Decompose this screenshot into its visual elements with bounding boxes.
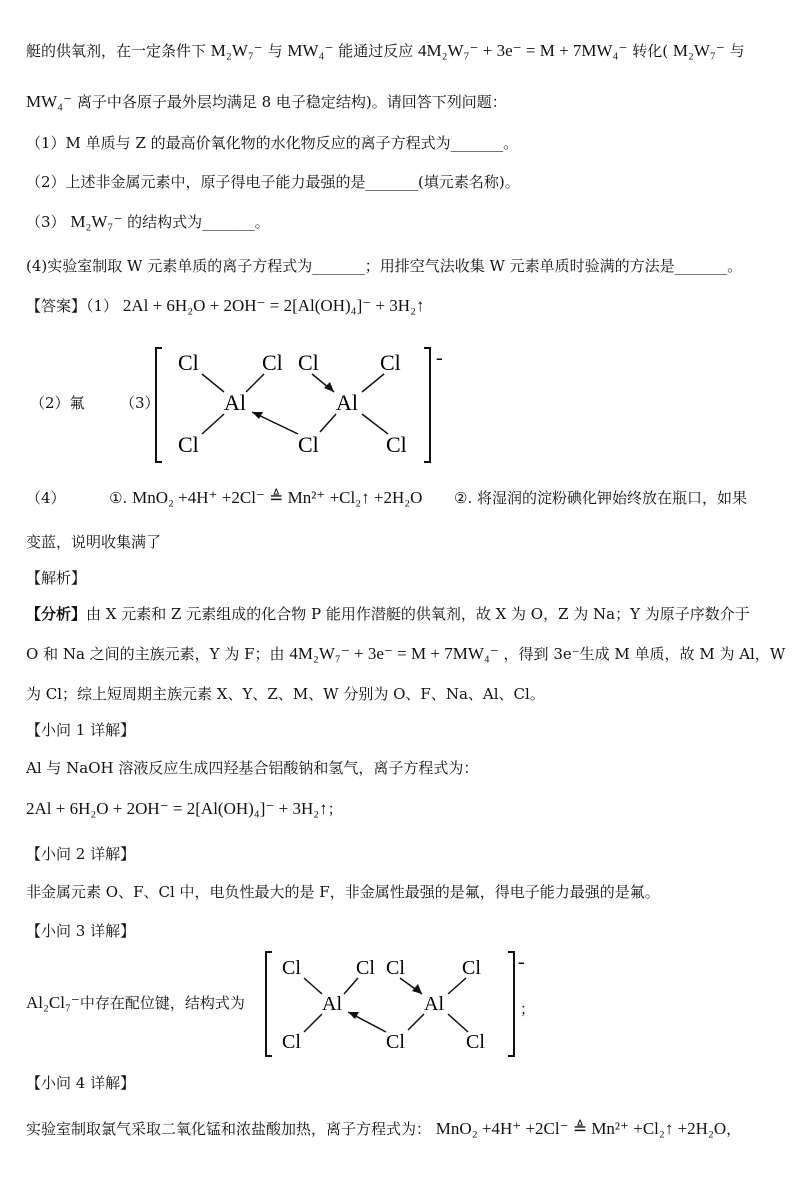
detail-charge-label: - [518, 951, 525, 973]
analysis-label: 【解析】 [26, 569, 87, 587]
detail-atom-cl-4: Cl [462, 957, 481, 979]
answer-4-item-2: ②. [454, 489, 473, 507]
section-1-equation: 2Al + 6H₂O + 2OH⁻ = 2[Al(OH)₄]⁻ + 3H₂↑ [26, 799, 328, 818]
section-4-heading: 【小问 4 详解】 [26, 1074, 136, 1092]
intro-text-c: 能通过反应 [338, 42, 414, 60]
fenxi-line-2 [26, 643, 786, 665]
detail-atom-al-2: Al [424, 993, 444, 1015]
detail-atom-cl-1: Cl [282, 957, 301, 979]
al2cl7-structure-answer [152, 340, 452, 470]
intro-line-2 [26, 91, 780, 113]
section-4-end: ， [726, 1120, 742, 1138]
atom-cl-6: Cl [298, 432, 319, 457]
detail-atom-cl-5: Cl [282, 1031, 301, 1053]
answer-line-1 [26, 295, 780, 317]
charge-label: - [436, 347, 443, 369]
atom-al-1: Al [224, 390, 246, 415]
question-4: (4)实验室制取 W 元素单质的离子方程式为_______；用排空气法收集 W 元素单质时验满的方法是_______。 [26, 257, 743, 275]
answer-4-equation: MnO₂ +4H⁺ +2Cl⁻ ≜ Mn²⁺ +Cl₂↑ +2H₂O [132, 488, 423, 507]
fenxi-text-a: 由 X 元素和 Z 元素组成的化合物 P 能用作潜艇的供氧剂，故 X 为 O，Z 为 Na；Y 为原子序数介于 [86, 605, 750, 623]
intro-text-2: 离子中各原子最外层均满足 8 电子稳定结构)。请回答下列问题： [76, 93, 507, 111]
formula-m2w7-2: M₂W₇⁻ [672, 41, 725, 60]
section-3-text [26, 992, 266, 1014]
detail-atom-cl-2: Cl [356, 957, 375, 979]
section-4-line [26, 1118, 780, 1140]
section-3-end: ； [520, 1000, 536, 1018]
q3-number: （3） [26, 213, 66, 231]
question-3 [26, 211, 780, 233]
detail-atom-cl-7: Cl [466, 1031, 485, 1053]
answer-4-text-a: 将湿润的淀粉碘化钾始终放在瓶口，如果 [477, 489, 748, 507]
atom-cl-7: Cl [386, 432, 407, 457]
intro-line-1 [26, 40, 780, 62]
al2cl7-structure-detail [262, 946, 562, 1064]
detail-atom-al-1: Al [322, 993, 342, 1015]
detail-atom-cl-3: Cl [386, 957, 405, 979]
section-1-heading: 【小问 1 详解】 [26, 721, 136, 739]
answer-label: 【答案】 [26, 297, 87, 315]
section-3-heading: 【小问 3 详解】 [26, 922, 136, 940]
formula-m2w7: M₂W₇⁻ [210, 41, 263, 60]
formula-mw4: MW₄⁻ [287, 41, 334, 60]
reaction-equation: 4M₂W₇⁻ + 3e⁻ = M + 7MW₄⁻ [418, 41, 628, 60]
section-1-text: Al 与 NaOH 溶液反应生成四羟基合铝酸钠和氢气，离子方程式为： [26, 759, 479, 777]
atom-cl-4: Cl [380, 350, 401, 375]
section-4-equation: MnO₂ +4H⁺ +2Cl⁻ ≜ Mn²⁺ +Cl₂↑ +2H₂O [435, 1119, 727, 1138]
intro-text-b: 与 [267, 42, 283, 60]
answer-2: （2）氟 [30, 394, 85, 412]
answer-4-line [26, 487, 780, 509]
answer-1-equation: 2Al + 6H₂O + 2OH⁻ = 2[Al(OH)₄]⁻ + 3H₂↑ [122, 296, 425, 315]
section-3-formula: Al₂Cl₇⁻ [26, 993, 80, 1012]
section-4-text: 实验室制取氯气采取二氧化锰和浓盐酸加热，离子方程式为： [26, 1120, 432, 1138]
answer-1-number: （1） [86, 297, 119, 315]
intro-text-d: 转化( [632, 42, 669, 60]
atom-cl-1: Cl [178, 350, 199, 375]
answer-3-number: （3） [120, 394, 160, 412]
atom-cl-2: Cl [262, 350, 283, 375]
formula-mw4-2: MW₄⁻ [26, 92, 73, 111]
fenxi-text-b2: ，得到 3e⁻生成 M 单质，故 M 为 Al，W [503, 645, 786, 663]
fenxi-line-3: 为 Cl；综上短周期主族元素 X、Y、Z、M、W 分别为 O、F、Na、Al、Cl。 [26, 685, 545, 703]
fenxi-line-1 [26, 603, 780, 625]
answer-4-item-1: ①. [109, 489, 128, 507]
atom-cl-5: Cl [178, 432, 199, 457]
fenxi-text-b1: O 和 Na 之间的主族元素，Y 为 F；由 [26, 645, 285, 663]
section-2-text: 非金属元素 O、F、Cl 中，电负性最大的是 F，非金属性最强的是氟，得电子能力最强的是氟。 [26, 883, 660, 901]
atom-al-2: Al [336, 390, 358, 415]
section-1-equation-line [26, 798, 780, 820]
fenxi-label: 【分析】 [26, 605, 87, 623]
atom-cl-3: Cl [298, 350, 319, 375]
section-2-heading: 【小问 2 详解】 [26, 845, 136, 863]
q3-text: 的结构式为_______。 [127, 213, 270, 231]
intro-text-a: 艇的供氧剂，在一定条件下 [26, 42, 207, 60]
section-1-end: ； [327, 800, 343, 818]
answer-4-text-b: 变蓝，说明收集满了 [26, 533, 162, 551]
answer-4-number: （4） [26, 489, 66, 507]
question-1: （1）M 单质与 Z 的最高价氧化物的水化物反应的离子方程式为_______。 [26, 134, 519, 152]
section-3-desc: 中存在配位键，结构式为 [79, 994, 245, 1012]
fenxi-equation: 4M₂W₇⁻ + 3e⁻ = M + 7MW₄⁻ [289, 644, 499, 663]
question-2: （2）上述非金属元素中，原子得电子能力最强的是_______(填元素名称)。 [26, 173, 520, 191]
q3-formula: M₂W₇⁻ [70, 212, 123, 231]
intro-text-e: 与 [729, 42, 745, 60]
detail-atom-cl-6: Cl [386, 1031, 405, 1053]
